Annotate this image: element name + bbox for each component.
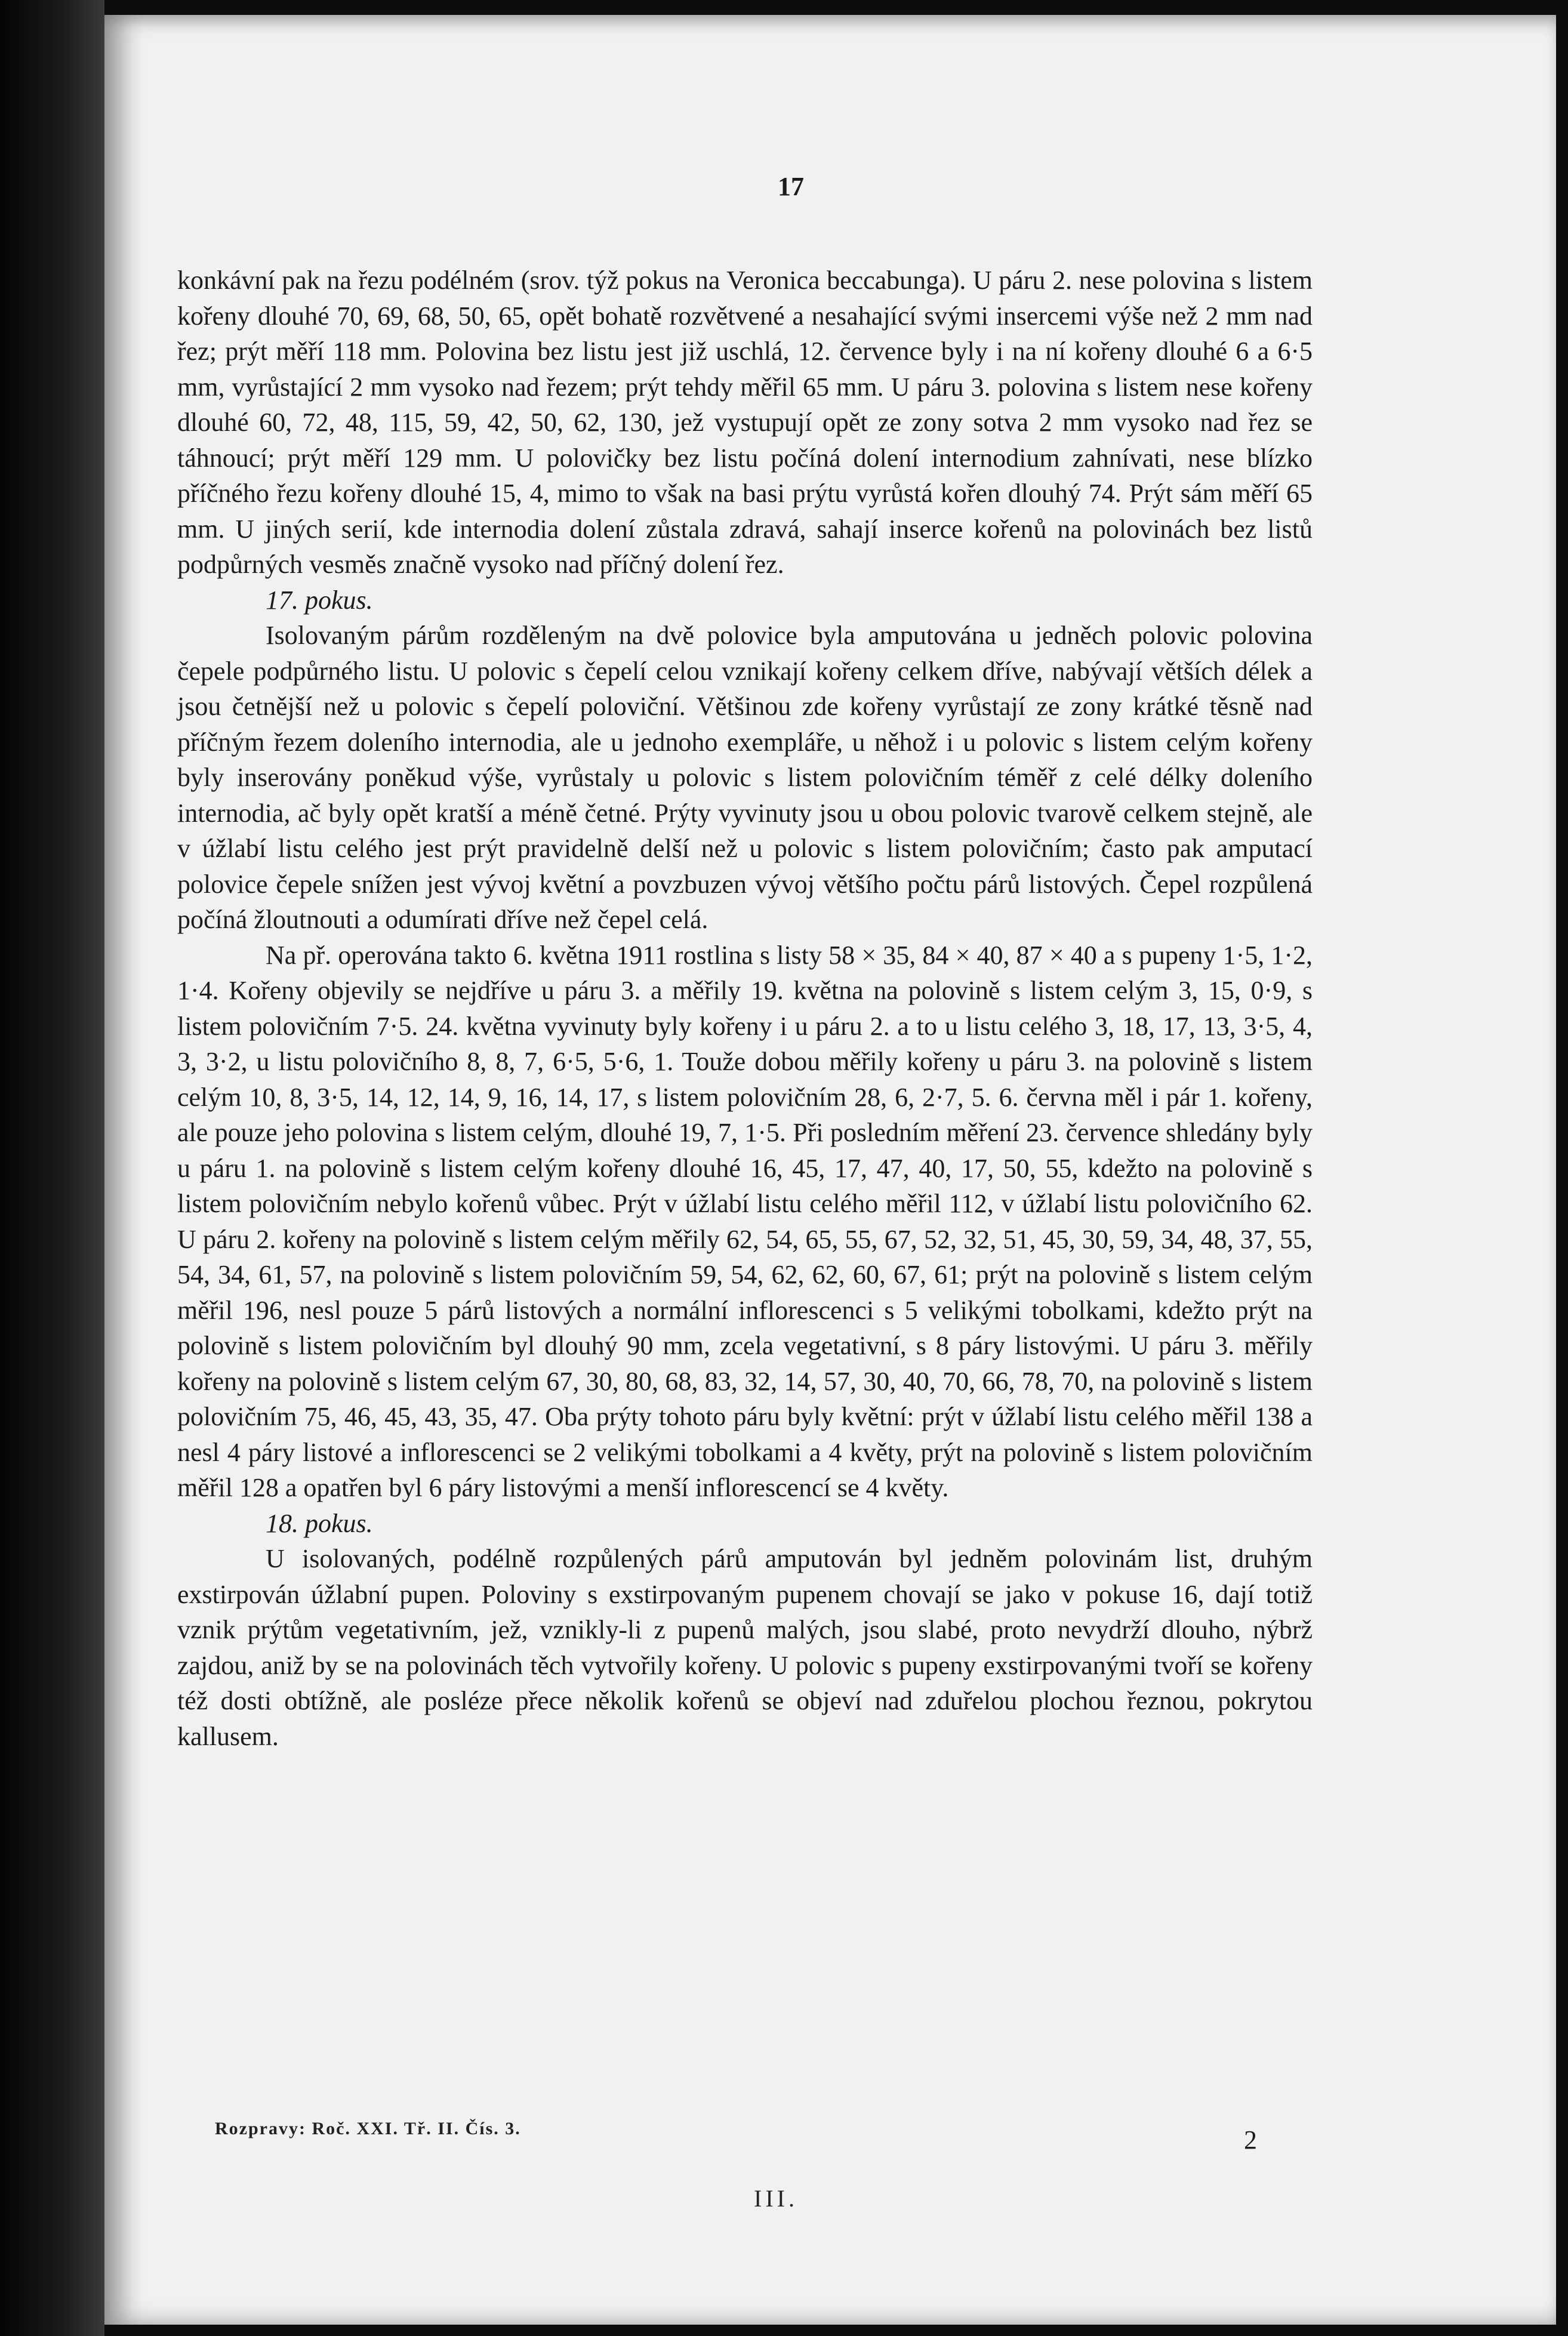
body-text	[177, 263, 1313, 1754]
paragraph: Na př. operována takto 6. května 1911 rostlina s listy 58 × 35, 84 × 40, 87 × 40 a s pupeny 1·5, 1·2, 1·4. Kořeny objevily se nejdříve u páru 3. a měřily 19. května na polovině s listem celým 3, 15, 0·9, s listem polovičním 7·5. 24. května vyvinuty byly kořeny i u páru 2. a to u listu celého 3, 18, 17, 13, 3·5, 4, 3, 3·2, u listu polovičního 8, 8, 7, 6·5, 5·6, 1. Touže dobou měřily kořeny u páru 3. na polovině s listem celým 10, 8, 3·5, 14, 12, 14, 9, 16, 14, 17, s listem polovičním 28, 6, 2·7, 5. 6. června měl i pár 1. kořeny, ale pouze jeho polovina s listem celým, dlouhé 19, 7, 1·5. Při posledním měření 23. července shledány byly u páru 1. na polovině s listem celým kořeny dlouhé 16, 45, 17, 47, 40, 17, 50, 55, kdežto na polovině s listem polovičním nebylo kořenů vůbec. Prýt v úžlabí listu celého měřil 112, v úžlabí listu polovičního 62. U páru 2. kořeny na polovině s listem celým měřily 62, 54, 65, 55, 67, 52, 32, 51, 45, 30, 59, 34, 48, 37, 55, 54, 34, 61, 57, na polovině s listem polovičním 59, 54, 62, 62, 60, 67, 61; prýt na polovině s listem celým měřil 196, nesl pouze 5 párů listových a normální inflorescenci s 5 velikými tobolkami, kdežto prýt na polovině s listem polovičním byl dlouhý 90 mm, zcela vegetativní, s 8 páry listovými. U páru 3. měřily kořeny na polovině s listem celým 67, 30, 80, 68, 83, 32, 14, 57, 30, 40, 70, 66, 78, 70, na polovině s listem polovičním 75, 46, 45, 43, 35, 47. Oba prýty tohoto páru byly květní: prýt v úžlabí listu celého měřil 138 a nesl 4 páry listové a inflorescenci se 2 velikými tobolkami a 4 květy, prýt na polovině s listem polovičním měřil 128 a opatřen byl 6 páry listovými a menší inflorescencí se 4 květy.	[177, 940, 1313, 1502]
section-heading-17: 17. pokus.	[266, 585, 373, 615]
sheet-number: 2	[1244, 2125, 1257, 2155]
book-spine-edge	[0, 0, 104, 2336]
signature-mark: III.	[754, 2185, 798, 2212]
scanned-page	[104, 15, 1556, 2325]
section-heading-18: 18. pokus.	[266, 1508, 373, 1538]
journal-footer: Rozpravy: Roč. XXI. Tř. II. Čís. 3.	[215, 2119, 521, 2138]
paragraph: Isolovaným párům rozděleným na dvě polovice byla amputována u jedněch polovic polovina čepele podpůrného listu. U polovic s čepelí celou vznikají kořeny celkem dříve, nabývají větších délek a jsou četnější než u polovic s čepelí poloviční. Většinou zde kořeny vyrůstají ze zony krátké těsně nad příčným řezem doleního internodia, ale u jednoho exempláře, u něhož i u polovic s listem celým kořeny byly inserovány poněkud výše, vyrůstaly u polovic s listem polovičním téměř z celé délky doleního internodia, ač byly opět kratší a méně četné. Prýty vyvinuty jsou u obou polovic tvarově celkem stejně, ale v úžlabí listu celého jest prýt pravidelně delší než u polovic s listem polovičním; často pak amputací polovice čepele snížen jest vývoj květní a povzbuzen vývoj většího počtu párů listových. Čepel rozpůlená počíná žloutnouti a odumírati dříve než čepel celá.	[177, 621, 1313, 934]
paragraph: U isolovaných, podélně rozpůlených párů amputován byl jedněm polovinám list, druhým exstirpován úžlabní pupen. Poloviny s exstirpovaným pupenem chovají se jako v pokuse 16, dají totiž vznik prýtům vegetativním, jež, vznikly-li z pupenů malých, jsou slabé, proto nevydrží dlouho, nýbrž zajdou, aniž by se na polovinách těch vytvořily kořeny. U polovic s pupeny exstirpovanými tvoří se kořeny též dosti obtížně, ale posléze přece několik kořenů se objeví nad zduřelou plochou řeznou, pokrytou kallusem.	[177, 1544, 1313, 1751]
page-number: 17	[778, 172, 804, 201]
paragraph-continued: konkávní pak na řezu podélném (srov. týž pokus na Veronica beccabunga). U páru 2. nese polovina s listem kořeny dlouhé 70, 69, 68, 50, 65, opět bohatě rozvětvené a nesahající svými insercemi výše než 2 mm nad řez; prýt měří 118 mm. Polovina bez listu jest již uschlá, 12. července byly i na ní kořeny dlouhé 6 a 6·5 mm, vyrůstající 2 mm vysoko nad řezem; prýt tehdy měřil 65 mm. U páru 3. polovina s listem nese kořeny dlouhé 60, 72, 48, 115, 59, 42, 50, 62, 130, jež vystupují opět ze zony sotva 2 mm vysoko nad řez se táhnoucí; prýt měří 129 mm. U polovičky bez listu počíná dolení internodium zahnívati, nese blízko příčného řezu kořeny dlouhé 15, 4, mimo to však na basi prýtu vyrůstá kořen dlouhý 74. Prýt sám měří 65 mm. U jiných serií, kde internodia dolení zůstala zdravá, sahají inserce kořenů na polovinách bez listů podpůrných vesměs značně vysoko nad příčný dolení řez.	[177, 266, 1313, 579]
